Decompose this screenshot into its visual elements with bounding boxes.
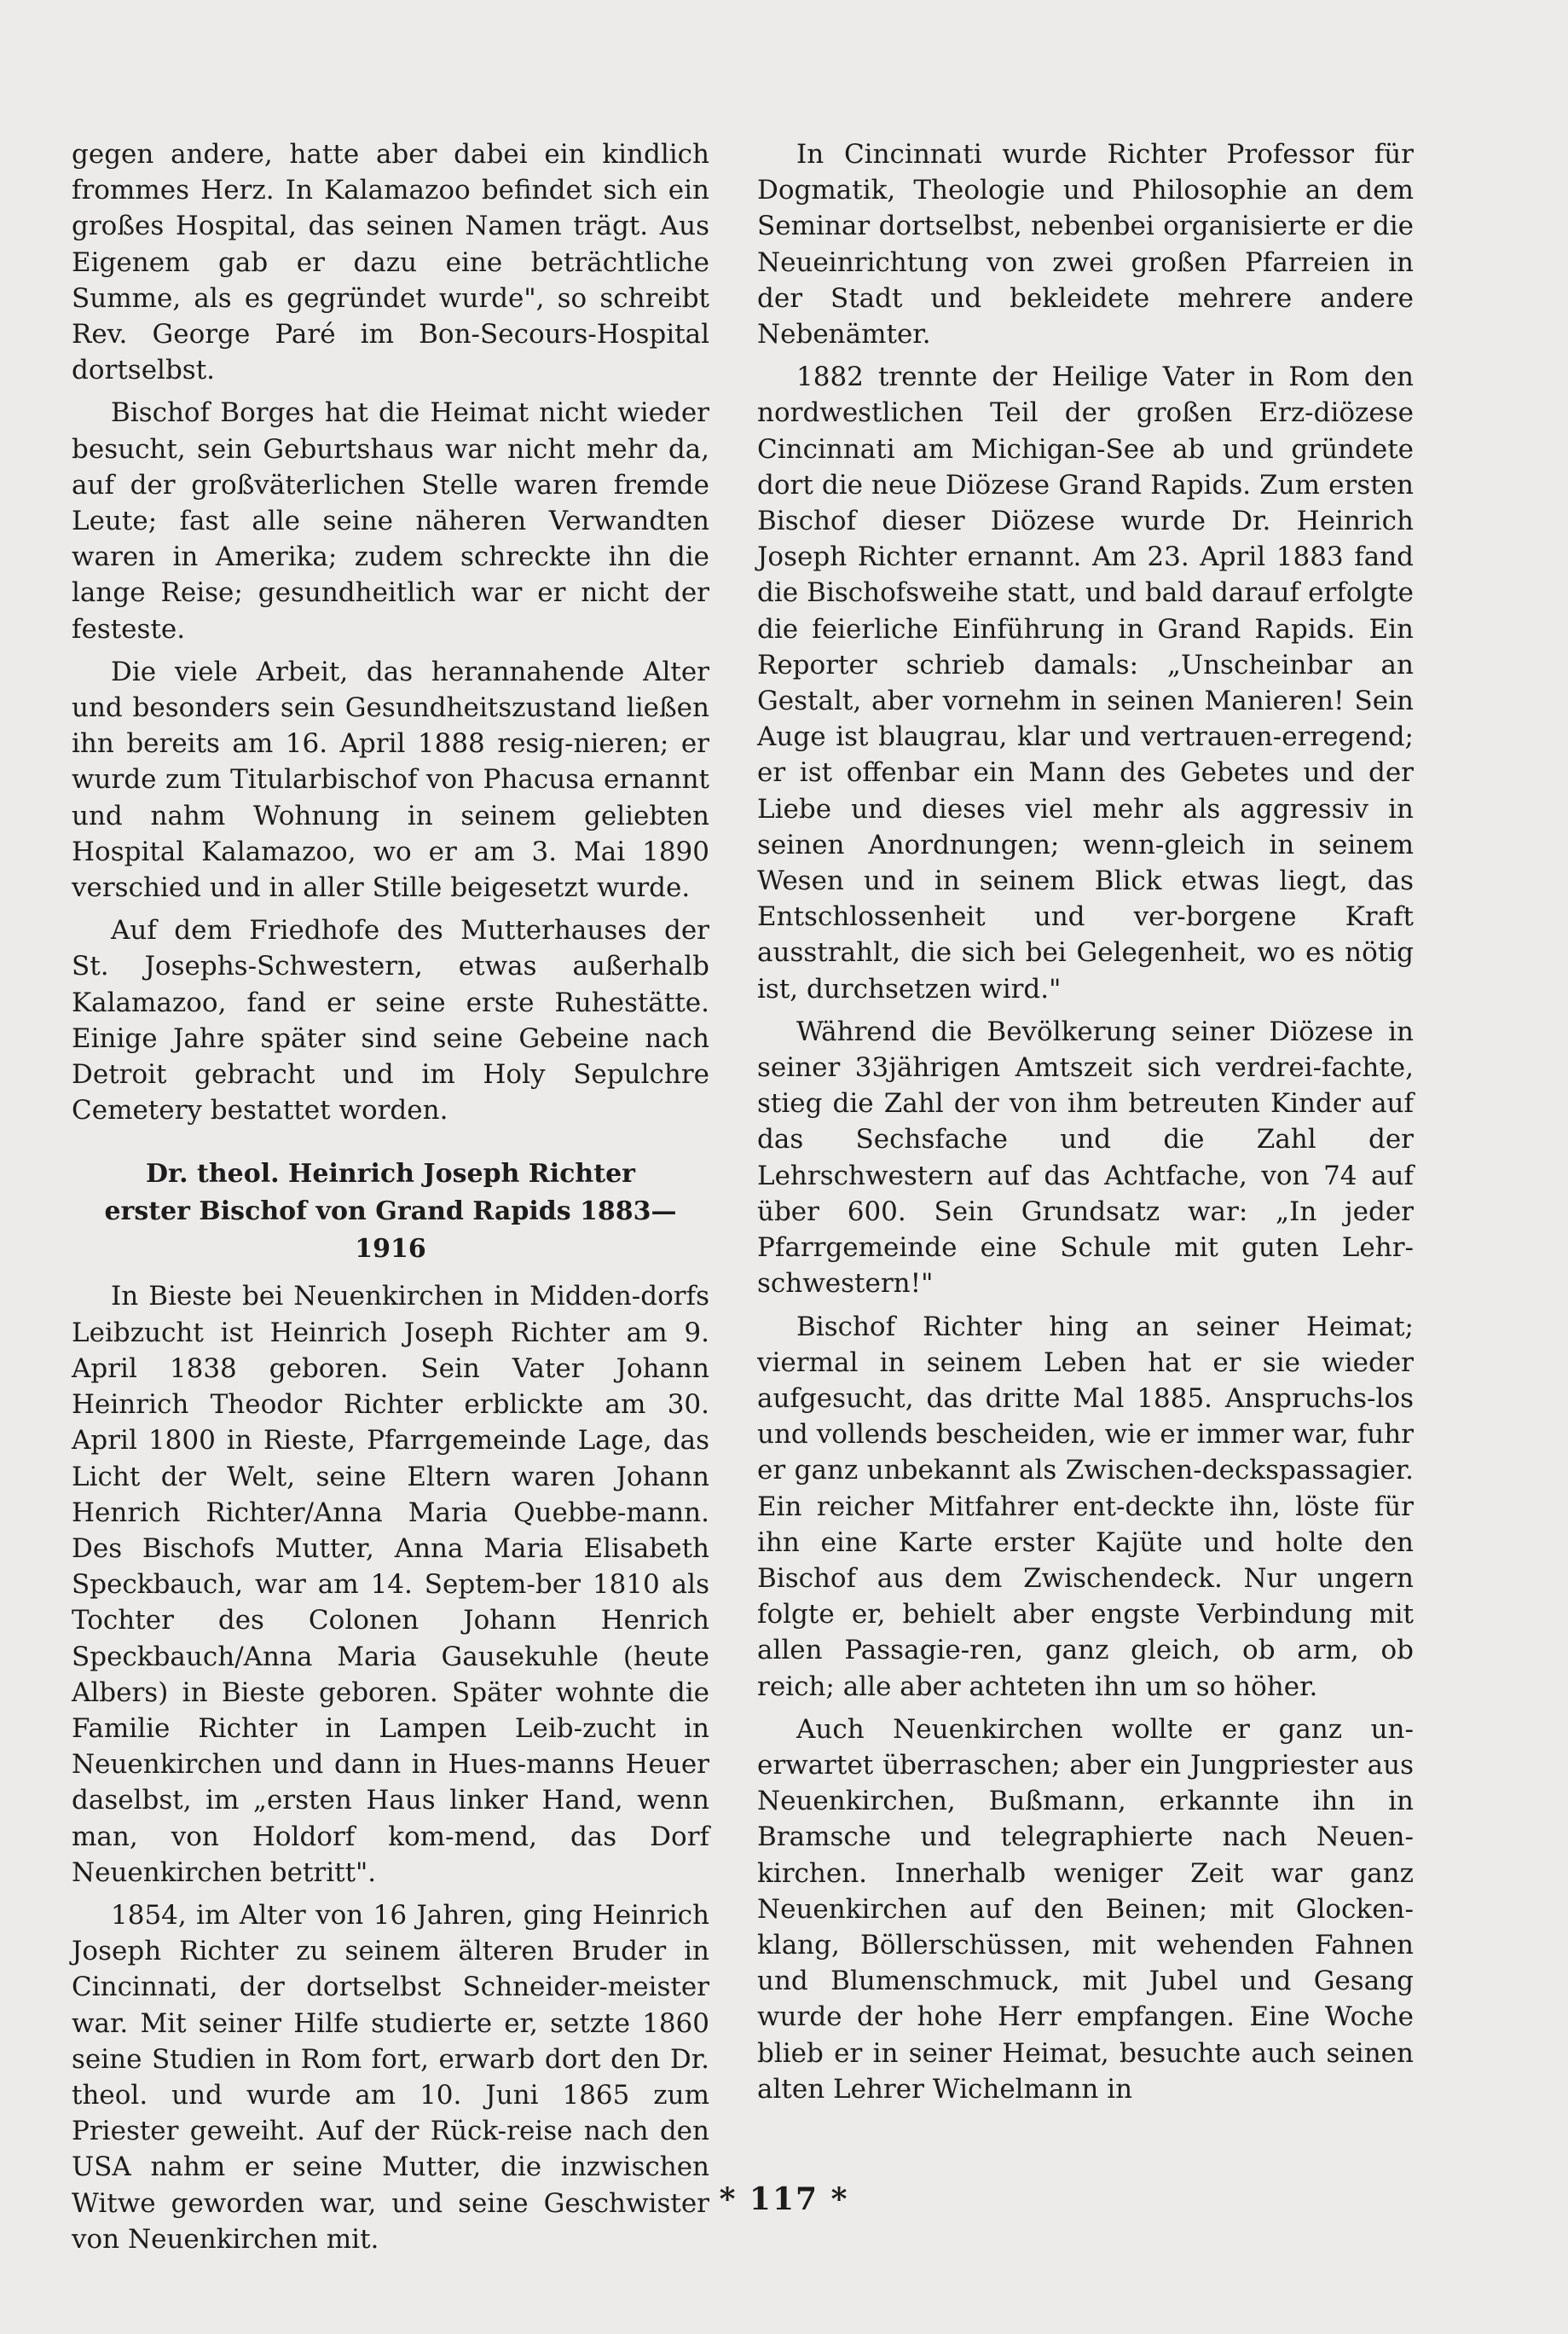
right-column <box>757 136 1414 2114</box>
section-heading-line1: Dr. theol. Heinrich Joseph Richter <box>146 1159 635 1190</box>
section-heading-line2: erster Bischof von Grand Rapids 1883—1916 <box>104 1196 677 1265</box>
paragraph: gegen andere, hatte aber dabei ein kindlich frommes Herz. In Kalamazoo befindet sich ein großes Hospital, das seinen Namen trägt. Aus Eigenem gab er dazu eine beträchtliche Summe, als es gegründet wurde", so schreibt Rev. George Paré im Bon-Secours-Hospital dortselbst. <box>72 139 709 386</box>
left-column <box>72 136 709 2264</box>
paragraph: Die viele Arbeit, das herannahende Alter und besonders sein Gesundheitszustand ließen ihn bereits am 16. April 1888 resig-nieren; er wurde zum Titularbischof von Phacusa ernannt und nahm Wohnung in seinem geliebten Hospital Kalamazoo, wo er am 3. Mai 1890 verschied und in aller Stille beigesetzt wurde. <box>72 656 709 904</box>
paragraph: Bischof Richter hing an seiner Heimat; viermal in seinem Leben hat er sie wieder aufgesucht, das dritte Mal 1885. Anspruchs-los und vollends bescheiden, wie er immer war, fuhr er ganz unbekannt als Zwischen-deckspassagier. Ein reicher Mitfahrer ent-deckte ihn, löste für ihn eine Karte erster Kajüte und holte den Bischof aus dem Zwischendeck. Nur ungern folgte er, behielt aber engste Verbindung mit allen Passagie-ren, ganz gleich, ob arm, ob reich; alle aber achteten ihn um so höher. <box>757 1311 1414 1702</box>
page-number: * 117 * <box>719 2181 849 2217</box>
paragraph: In Bieste bei Neuenkirchen in Midden-dorfs Leibzucht ist Heinrich Joseph Richter am 9. April 1838 geboren. Sein Vater Johann Heinrich Theodor Richter erblickte am 30. April 1800 in Rieste, Pfarrgemeinde Lage, das Licht der Welt, seine Eltern waren Johann Henrich Richter/Anna Maria Quebbe-mann. Des Bischofs Mutter, Anna Maria Elisabeth Speckbauch, war am 14. Septem-ber 1810 als Tochter des Colonen Johann Henrich Speckbauch/Anna Maria Gausekuhle (heute Albers) in Bieste geboren. Später wohnte die Familie Richter in Lampen Leib-zucht in Neuenkirchen und dann in Hues-manns Heuer daselbst, im „ersten Haus linker Hand, wenn man, von Holdorf kom-mend, das Dorf Neuenkirchen betritt". <box>72 1281 709 1888</box>
paragraph: Auf dem Friedhofe des Mutterhauses der St. Josephs-Schwestern, etwas außerhalb Kalamazoo, fand er seine erste Ruhestätte. Einige Jahre später sind seine Gebeine nach Detroit gebracht und im Holy Sepulchre Cemetery bestattet worden. <box>72 915 709 1126</box>
paragraph: 1854, im Alter von 16 Jahren, ging Heinrich Joseph Richter zu seinem älteren Bruder in Cincinnati, der dortselbst Schneider-meister war. Mit seiner Hilfe studierte er, setzte 1860 seine Studien in Rom fort, erwarb dort den Dr. theol. und wurde am 10. Juni 1865 zum Priester geweiht. Auf der Rück-reise nach den USA nahm er seine Mutter, die inzwischen Witwe geworden war, und seine Geschwister von Neuenkirchen mit. <box>72 1899 709 2255</box>
paragraph: Bischof Borges hat die Heimat nicht wieder besucht, sein Geburtshaus war nicht mehr da, auf der großväterlichen Stelle waren fremde Leute; fast alle seine näheren Verwandten waren in Amerika; zudem schreckte ihn die lange Reise; gesundheitlich war er nicht der festeste. <box>72 397 709 645</box>
section-heading <box>72 1155 709 1268</box>
paragraph: Während die Bevölkerung seiner Diözese in seiner 33jährigen Amtszeit sich verdrei-fachte, stieg die Zahl der von ihm betreuten Kinder auf das Sechsfache und die Zahl der Lehrschwestern auf das Achtfache, von 74 auf über 600. Sein Grundsatz war: „In jeder Pfarrgemeinde eine Schule mit guten Lehr-schwestern!" <box>757 1016 1414 1300</box>
paragraph: In Cincinnati wurde Richter Professor für Dogmatik, Theologie und Philosophie an dem Seminar dortselbst, nebenbei organisierte er die Neueinrichtung von zwei großen Pfarreien in der Stadt und bekleidete mehrere andere Nebenämter. <box>757 139 1414 350</box>
paragraph: Auch Neuenkirchen wollte er ganz un-erwartet überraschen; aber ein Jungpriester aus Neuenkirchen, Bußmann, erkannte ihn in Bramsche und telegraphierte nach Neuen-kirchen. Innerhalb weniger Zeit war ganz Neuenkirchen auf den Beinen; mit Glocken-klang, Böllerschüssen, mit wehenden Fahnen und Blumenschmuck, mit Jubel und Gesang wurde der hohe Herr empfangen. Eine Woche blieb er in seiner Heimat, besuchte auch seinen alten Lehrer Wichelmann in <box>757 1713 1414 2105</box>
paragraph: 1882 trennte der Heilige Vater in Rom den nordwestlichen Teil der großen Erz-diözese Cincinnati am Michigan-See ab und gründete dort die neue Diözese Grand Rapids. Zum ersten Bischof dieser Diözese wurde Dr. Heinrich Joseph Richter ernannt. Am 23. April 1883 fand die Bischofsweihe statt, und bald darauf erfolgte die feierliche Einführung in Grand Rapids. Ein Reporter schrieb damals: „Unscheinbar an Gestalt, aber vornehm in seinen Manieren! Sein Auge ist blaugrau, klar und vertrauen-erregend; er ist offenbar ein Mann des Gebetes und der Liebe und dieses viel mehr als aggressiv in seinen Anordnungen; wenn-gleich in seinem Wesen und in seinem Blick etwas liegt, das Entschlossenheit und ver-borgene Kraft ausstrahlt, die sich bei Gelegenheit, wo es nötig ist, durchsetzen wird." <box>757 362 1414 1005</box>
